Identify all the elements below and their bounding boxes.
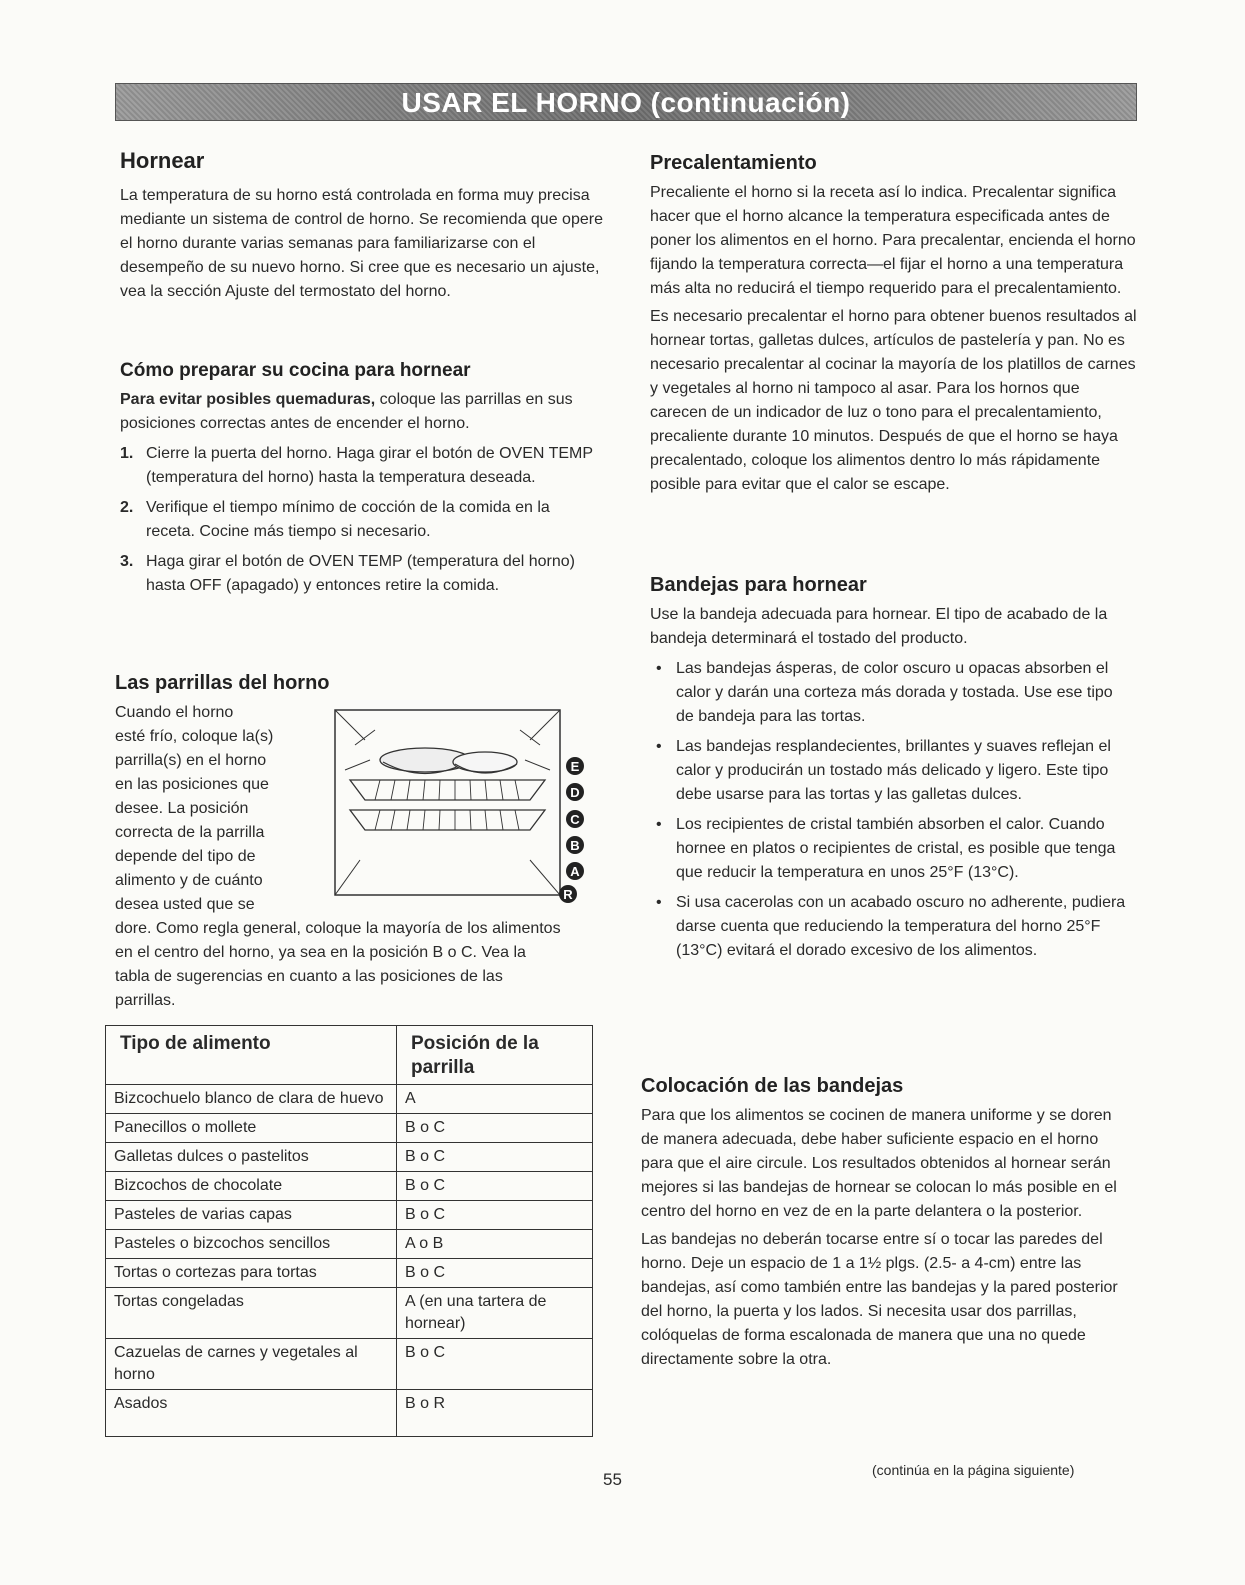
table-cell-food: Tortas congeladas: [106, 1288, 397, 1339]
hornear-paragraph: La temperatura de su horno está controlada en forma muy precisa mediante un sistema de control de horno. Se recomienda que opere el horno durante varias semanas para familiarizarse con el desempeño de su nuevo horno. Si cree que es necesario un ajuste, vea la sección Ajuste del termostato del horno.: [120, 187, 603, 300]
side-line: esté frío, coloque la(s): [115, 728, 274, 745]
table-cell-position: A (en una tartera de hornear): [397, 1288, 593, 1339]
colocacion-section: [641, 1075, 1131, 1372]
table-cell-food: Cazuelas de carnes y vegetales al horno: [106, 1339, 397, 1390]
side-line: en las posiciones que: [115, 776, 269, 793]
colocacion-p1: Para que los alimentos se cocinen de manera uniforme y se doren de manera adecuada, debe haber suficiente espacio en el horno para que el aire circule. Los resultados obtenidos al hornear serán mejores si las bandejas de hornear se colocan lo más posible en el centro del horno en vez de en la parte delantera o la posterior.: [641, 1107, 1117, 1220]
rack-label-d: D: [570, 785, 580, 800]
rack-label-e: E: [570, 759, 580, 774]
table-cell-food: Pasteles de varias capas: [106, 1201, 397, 1230]
side-line: depende del tipo de: [115, 848, 256, 865]
banner-title: USAR EL HORNO (continuación): [401, 87, 851, 118]
colocacion-heading: Colocación de las bandejas: [641, 1075, 904, 1097]
table-row: [106, 1201, 593, 1230]
step-text: Verifique el tiempo mínimo de cocción de la comida en la receta. Cocine más tiempo si necesario.: [146, 499, 550, 540]
bullet-text: Si usa cacerolas con un acabado oscuro no adherente, pudiera darse cuenta que reduciendo la temperatura del horno 25°F (13°C) evitará el dorado excesivo de los alimentos.: [676, 894, 1126, 959]
bandejas-bullets: [650, 657, 1130, 963]
table-cell-position: B o C: [397, 1339, 593, 1390]
page-number: 55: [603, 1470, 622, 1489]
oven-rack-illustration: [325, 700, 595, 910]
bullet-text: Las bandejas resplandecientes, brillantes y suaves reflejan el calor y producirán un tostado más delicado y ligero. Este tipo debe usarse para las tortas y las galletas dulces.: [676, 738, 1111, 803]
table-row: [106, 1390, 593, 1437]
table-cell-food: Bizcochuelo blanco de clara de huevo: [106, 1085, 397, 1114]
step-item: [120, 442, 600, 490]
section-banner: [115, 83, 1137, 121]
table-header-position: Posición de la parrilla: [397, 1026, 593, 1085]
rack-position-table: [105, 1025, 593, 1437]
table-cell-position: B o C: [397, 1259, 593, 1288]
side-line: alimento y de cuánto: [115, 872, 263, 889]
rack-label-c: C: [570, 812, 580, 827]
precalentamiento-p2: Es necesario precalentar el horno para obtener buenos resultados al hornear tortas, galletas dulces, artículos de pastelería y pan. No es necesario precalentar al cocinar la mayoría de los platillos de carnes y vegetales al horno ni tampoco al asar. Para los hornos que carecen de un indicador de luz o tono para el precalentamiento, precaliente durante 10 minutos. Después de que el horno se haya precalentado, coloque los alimentos dentro lo más rápidamente posible para evitar que el calor se escape.: [650, 308, 1137, 493]
rack-label-b: B: [570, 838, 580, 853]
table-cell-position: B o C: [397, 1201, 593, 1230]
side-line: desea usted que se: [115, 896, 255, 913]
table-cell-position: B o R: [397, 1390, 593, 1437]
bullet-item: • Los recipientes de cristal también absorben el calor. Cuando hornee en platos o recipientes de cristal, es posible que tenga que reducir la temperatura en unos 25°F (13°C).: [656, 816, 1116, 881]
table-cell-food: Panecillos o mollete: [106, 1114, 397, 1143]
step-number: 2.: [120, 499, 134, 516]
preparar-heading: Cómo preparar su cocina para hornear: [120, 360, 471, 381]
table-row: [106, 1339, 593, 1390]
table-cell-position: B o C: [397, 1172, 593, 1201]
table-row: [106, 1288, 593, 1339]
rack-label-r: R: [563, 887, 573, 902]
preparar-intro-bold: Para evitar posibles quemaduras,: [120, 391, 376, 408]
precalentamiento-p1: Precaliente el horno si la receta así lo indica. Precalentar significa hacer que el horno alcance la temperatura especificada antes de poner los alimentos en el horno. Para precalentar, encienda el horno fijando la temperatura correcta—el fijar el horno a una temperatura más alta no reducirá el tiempo requerido para el precalentamiento.: [650, 184, 1136, 297]
parrillas-continuation: dore. Como regla general, coloque la mayoría de los alimentos en el centro del horno, ya sea en la posición B o C. Vea la tabla de sugerencias en cuanto a las posiciones de las parrillas.: [115, 920, 561, 1009]
parrillas-side-text: [115, 701, 320, 917]
table-cell-food: Pasteles o bizcochos sencillos: [106, 1230, 397, 1259]
bandejas-section: [650, 574, 1130, 969]
side-line: correcta de la parrilla: [115, 824, 265, 841]
precalentamiento-section: [650, 152, 1140, 497]
preparar-section: [120, 360, 600, 604]
preparar-intro: [120, 388, 600, 436]
side-line: Cuando el horno: [115, 704, 234, 721]
table-cell-position: B o C: [397, 1114, 593, 1143]
bandejas-heading: Bandejas para hornear: [650, 574, 867, 596]
table-row: [106, 1085, 593, 1114]
bullet-text: Las bandejas ásperas, de color oscuro u opacas absorben el calor y darán una corteza más dorada y tostada. Use ese tipo de bandeja para las tortas.: [676, 660, 1113, 725]
preparar-intro-rest: coloque las parrillas en sus posiciones correctas antes de encender el horno.: [120, 391, 573, 432]
step-text: Haga girar el botón de OVEN TEMP (temperatura del horno) hasta OFF (apagado) y entonces retire la comida.: [146, 553, 575, 594]
table-cell-food: Asados: [106, 1390, 397, 1437]
bullet-text: Los recipientes de cristal también absorben el calor. Cuando hornee en platos o recipientes de cristal, es posible que tenga que reducir la temperatura en unos 25°F (13°C).: [676, 816, 1116, 881]
table-row: [106, 1114, 593, 1143]
table-cell-position: A: [397, 1085, 593, 1114]
table-row: [106, 1259, 593, 1288]
table-header-row: [106, 1026, 593, 1085]
table-row: [106, 1172, 593, 1201]
table-cell-food: Tortas o cortezas para tortas: [106, 1259, 397, 1288]
oven-racks: [345, 730, 550, 830]
table-row: [106, 1143, 593, 1172]
step-item: [120, 550, 600, 598]
side-line: desee. La posición: [115, 800, 249, 817]
table-cell-position: A o B: [397, 1230, 593, 1259]
bandejas-intro: Use la bandeja adecuada para hornear. El tipo de acabado de la bandeja determinará el tostado del producto.: [650, 606, 1108, 647]
step-number: 1.: [120, 445, 134, 462]
step-item: [120, 496, 600, 544]
preparar-steps: [120, 442, 600, 598]
rack-label-a: A: [570, 864, 580, 879]
precalentamiento-heading: Precalentamiento: [650, 152, 817, 174]
hornear-section: [120, 148, 615, 304]
table-cell-food: Galletas dulces o pastelitos: [106, 1143, 397, 1172]
table-cell-position: B o C: [397, 1143, 593, 1172]
continued-note: (continúa en la página siguiente): [872, 1462, 1075, 1478]
bullet-item: • Si usa cacerolas con un acabado oscuro no adherente, pudiera darse cuenta que reduciendo la temperatura del horno 25°F (13°C) evitará el dorado excesivo de los alimentos.: [656, 894, 1126, 959]
bullet-item: • Las bandejas ásperas, de color oscuro u opacas absorben el calor y darán una corteza más dorada y tostada. Use ese tipo de bandeja para las tortas.: [656, 660, 1113, 725]
parrillas-heading: Las parrillas del horno: [115, 672, 330, 694]
step-text: Cierre la puerta del horno. Haga girar el botón de OVEN TEMP (temperatura del horno) hasta la temperatura deseada.: [146, 445, 593, 486]
table-cell-food: Bizcochos de chocolate: [106, 1172, 397, 1201]
table-header-food: Tipo de alimento: [106, 1026, 397, 1085]
side-line: parrilla(s) en el horno: [115, 752, 267, 769]
step-number: 3.: [120, 553, 134, 570]
hornear-heading: Hornear: [120, 148, 205, 173]
table-row: [106, 1230, 593, 1259]
bullet-item: • Las bandejas resplandecientes, brillantes y suaves reflejan el calor y producirán un tostado más delicado y ligero. Este tipo debe usarse para las tortas y las galletas dulces.: [656, 738, 1111, 803]
colocacion-p2: Las bandejas no deberán tocarse entre sí o tocar las paredes del horno. Deje un espacio de 1 a 1½ plgs. (2.5- a 4-cm) entre las bandejas, así como también entre las bandejas y la pared posterior del horno, la puerta y los lados. Si necesita usar dos parrillas, colóquelas de forma escalonada de manera que una no quede directamente sobre la otra.: [641, 1231, 1118, 1368]
rack-position-labels: [559, 757, 584, 903]
oven-cavity: [335, 710, 560, 895]
